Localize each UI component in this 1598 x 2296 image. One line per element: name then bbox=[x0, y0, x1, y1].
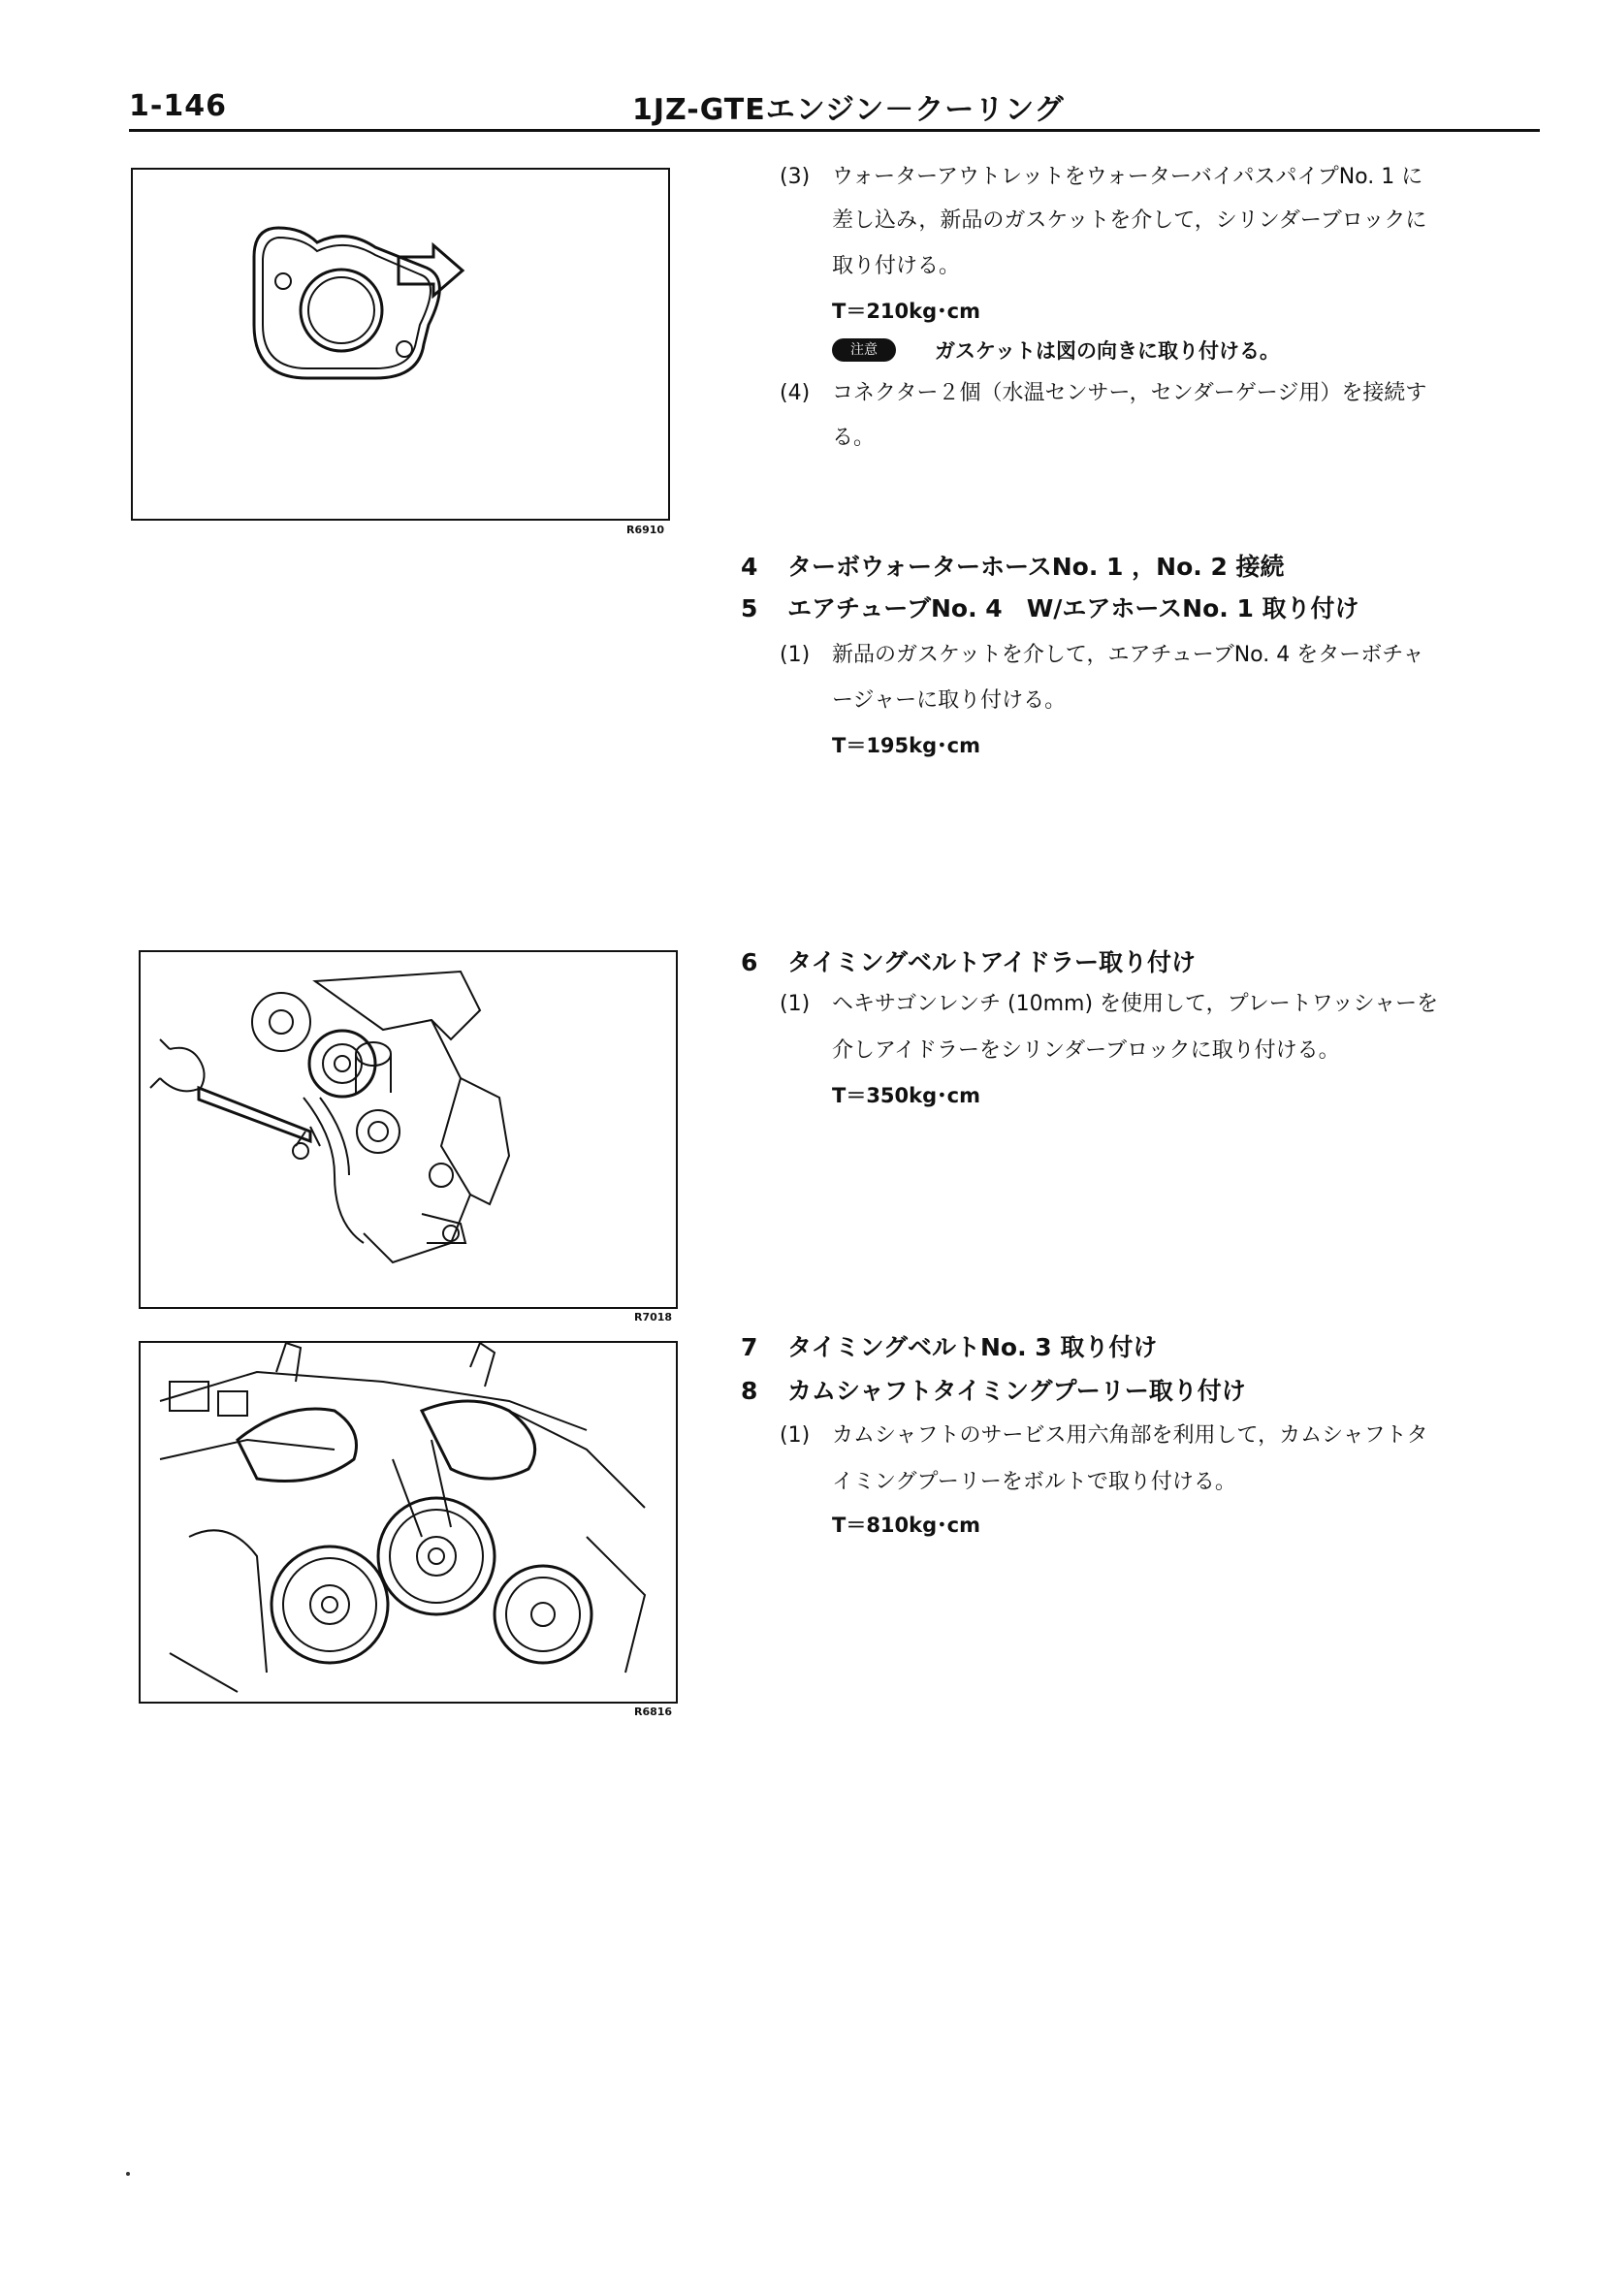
step3-torque: T＝210kg･cm bbox=[832, 300, 980, 323]
section6-heading: 6 タイミングベルトアイドラー取り付け bbox=[741, 948, 1197, 976]
section5-heading: 5 エアチューブNo. 4 W/エアホースNo. 1 取り付け bbox=[741, 594, 1359, 622]
section5-torque: T＝195kg･cm bbox=[832, 734, 980, 757]
page-title: 1JZ-GTEエンジン－クーリング bbox=[632, 93, 1065, 127]
step3-note bbox=[832, 335, 1280, 365]
section6-line2: 介しアイドラーをシリンダーブロックに取り付ける。 bbox=[832, 1038, 1340, 1063]
section6-line1: (1) ヘキサゴンレンチ (10mm) を使用して，プレートワッシャーを bbox=[780, 992, 1439, 1016]
figure-camshaft-pulley bbox=[139, 1341, 678, 1704]
note-text: ガスケットは図の向きに取り付ける。 bbox=[935, 339, 1280, 363]
figure-gasket bbox=[131, 168, 670, 521]
figure-idler bbox=[139, 950, 678, 1309]
camshaft-pulley-illustration bbox=[141, 1343, 676, 1702]
section8-line2: イミングプーリーをボルトで取り付ける。 bbox=[832, 1470, 1236, 1494]
section5-line1: (1) 新品のガスケットを介して，エアチューブNo. 4 をターボチャ bbox=[780, 643, 1424, 667]
section7-heading: 7 タイミングベルトNo. 3 取り付け bbox=[741, 1333, 1158, 1361]
section8-torque: T＝810kg･cm bbox=[832, 1514, 980, 1537]
step3-line2: 差し込み，新品のガスケットを介して，シリンダーブロックに bbox=[832, 208, 1427, 233]
section6-torque: T＝350kg･cm bbox=[832, 1084, 980, 1107]
figure-code: R6910 bbox=[626, 524, 665, 536]
step3-line1: (3) ウォーターアウトレットをウォーターバイパスパイプNo. 1 に bbox=[780, 165, 1423, 189]
step3-line3: 取り付ける。 bbox=[832, 254, 961, 278]
idler-illustration bbox=[141, 952, 676, 1307]
note-badge: 注意 bbox=[832, 338, 896, 362]
scan-speck bbox=[126, 2172, 130, 2176]
gasket-illustration bbox=[133, 170, 668, 519]
page-number: 1-146 bbox=[129, 89, 227, 123]
section8-line1: (1) カムシャフトのサービス用六角部を利用して，カムシャフトタ bbox=[780, 1423, 1428, 1448]
section4-heading: 4 ターボウォーターホースNo. 1 ，No. 2 接続 bbox=[741, 553, 1285, 581]
step4-line1: (4) コネクター２個（水温センサー，センダーゲージ用）を接続す bbox=[780, 381, 1427, 405]
step4-marker: (4) bbox=[780, 381, 811, 405]
gasket-outline bbox=[254, 228, 439, 378]
step3-marker: (3) bbox=[780, 165, 811, 189]
step4-line2: る。 bbox=[832, 426, 876, 450]
header-rule bbox=[129, 129, 1540, 132]
section8-heading: 8 カムシャフトタイミングプーリー取り付け bbox=[741, 1377, 1246, 1405]
figure-code: R6816 bbox=[634, 1706, 673, 1718]
figure-code: R7018 bbox=[634, 1311, 673, 1323]
section5-line2: ージャーに取り付ける。 bbox=[832, 688, 1067, 713]
